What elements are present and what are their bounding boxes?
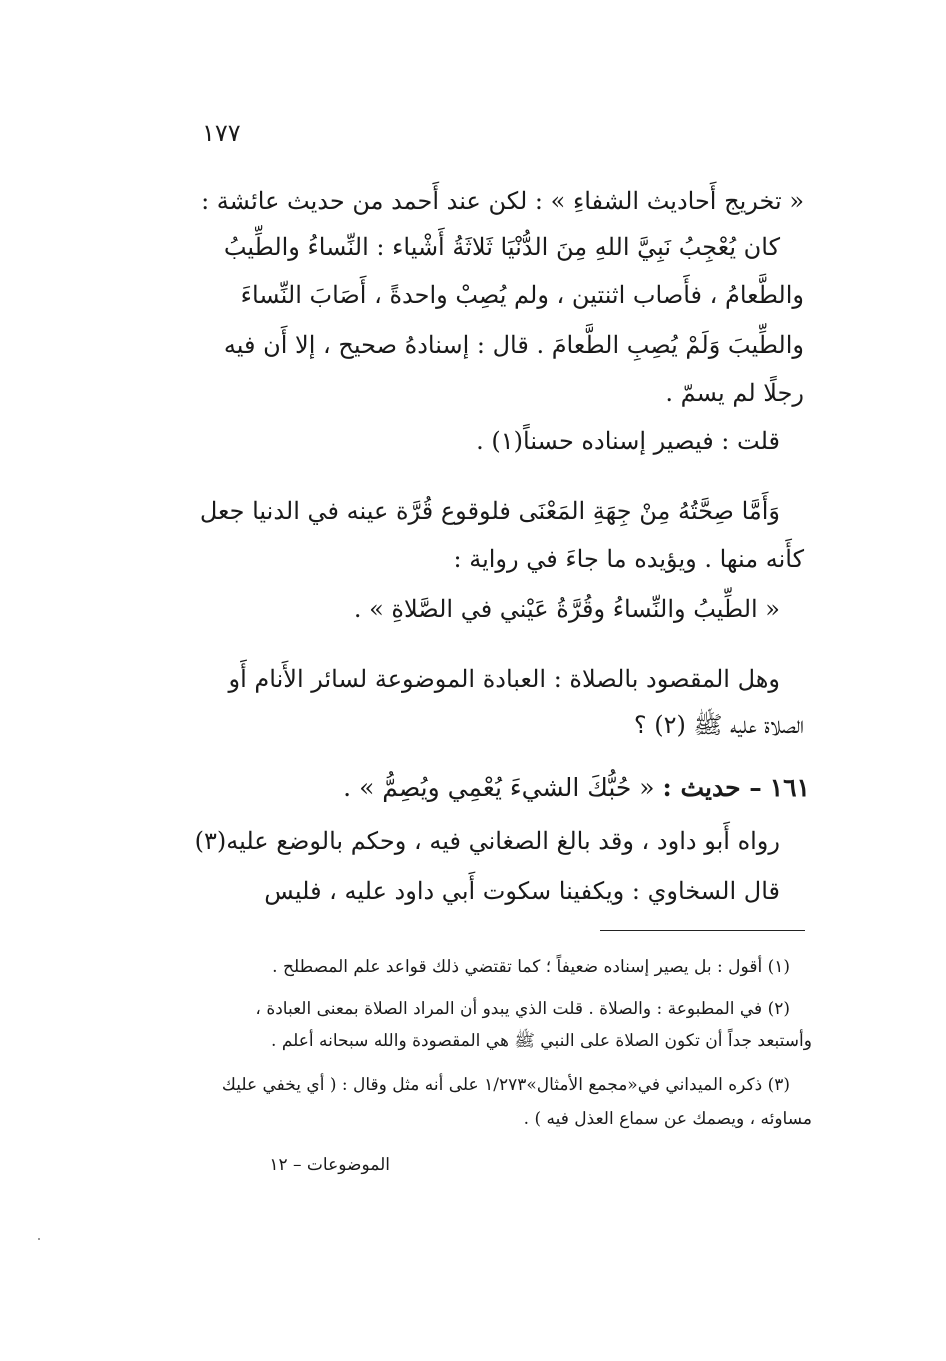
body-line: كأَنه منها . ويؤيده ما جاءَ في رواية :: [453, 545, 804, 573]
hadith-number: ١٦١: [769, 773, 810, 802]
scan-speck: [38, 1238, 40, 1240]
body-line: رجلًا لم يسمّ .: [665, 379, 804, 407]
body-line: « تخريج أَحاديث الشفاءِ » : لكن عند أَحمد من حديث عائشة :: [201, 187, 804, 215]
signature-line: الموضوعات – ١٢: [269, 1155, 390, 1175]
body-line: والطِّيبَ وَلَمْ يُصِبِ الطَّعامَ . قال : إسنادهُ صحيح ، إلا أَن فيه: [223, 331, 804, 359]
footnote-line: وأستبعد جداً أن تكون الصلاة على النبي ﷺ هي المقصودة والله سبحانه أعلم .: [271, 1031, 812, 1051]
hadith-keyword: – حديث :: [662, 773, 762, 802]
body-line: الصلاة عليه ﷺ (٢) ؟: [633, 711, 804, 739]
body-line: وهل المقصود بالصلاة : العبادة الموضوعة لسائر الأَنام أَو: [228, 665, 780, 693]
body-line: رواه أَبو داود ، وقد بالغ الصغاني فيه ، وحكم بالوضع عليه(٣): [194, 827, 780, 855]
body-line: وَأَمَّا صِحَّتُهُ مِنْ جِهَةِ المَعْنَى فلوقوع قُرَّة عينه في الدنيا جعل: [199, 497, 780, 525]
footnote-line: مساوئه ، ويصمك عن سماع العذل فيه ) .: [523, 1109, 812, 1129]
hadith-text: « حُبُّكَ الشيءَ يُعْمِي ويُصِمُّ » .: [343, 773, 655, 802]
body-line: قال السخاوي : ويكفينا سكوت أَبي داود عليه ، فليس: [264, 877, 780, 905]
footnote-separator: [600, 930, 805, 931]
footnote-line: (٣) ذكره الميداني في«مجمع الأمثال»١/٢٧٣ على أنه مثل وقال : ( أي يخفي عليك: [221, 1075, 790, 1095]
body-line: قلت : فيصير إسناده حسناً(١) .: [476, 427, 780, 455]
footnote-line: (١) أقول : بل يصير إسناده ضعيفاً ؛ كما تقتضي ذلك قواعد علم المصطلح .: [272, 957, 790, 977]
quote-line: « الطِّيبُ والنِّساءُ وقُرَّةُ عَيْني في الصَّلاةِ » .: [353, 595, 780, 623]
page-number: ١٧٧: [202, 119, 241, 147]
hadith-heading: [190, 772, 810, 804]
body-line: والطَّعامُ ، فأَصاب اثنتين ، ولم يُصِبْ واحدةً ، أَصَابَ النِّساءَ: [240, 281, 804, 309]
body-line: كان يُعْجِبُ نَبِيَّ اللهِ مِنَ الدُّنْيَا ثَلاثَةُ أَشْياء : النِّساءُ والطِّيبُ: [223, 233, 780, 261]
footnote-line: (٢) في المطبوعة : والصلاة . قلت الذي يبدو أن المراد الصلاة بمعنى العبادة ،: [255, 999, 790, 1019]
